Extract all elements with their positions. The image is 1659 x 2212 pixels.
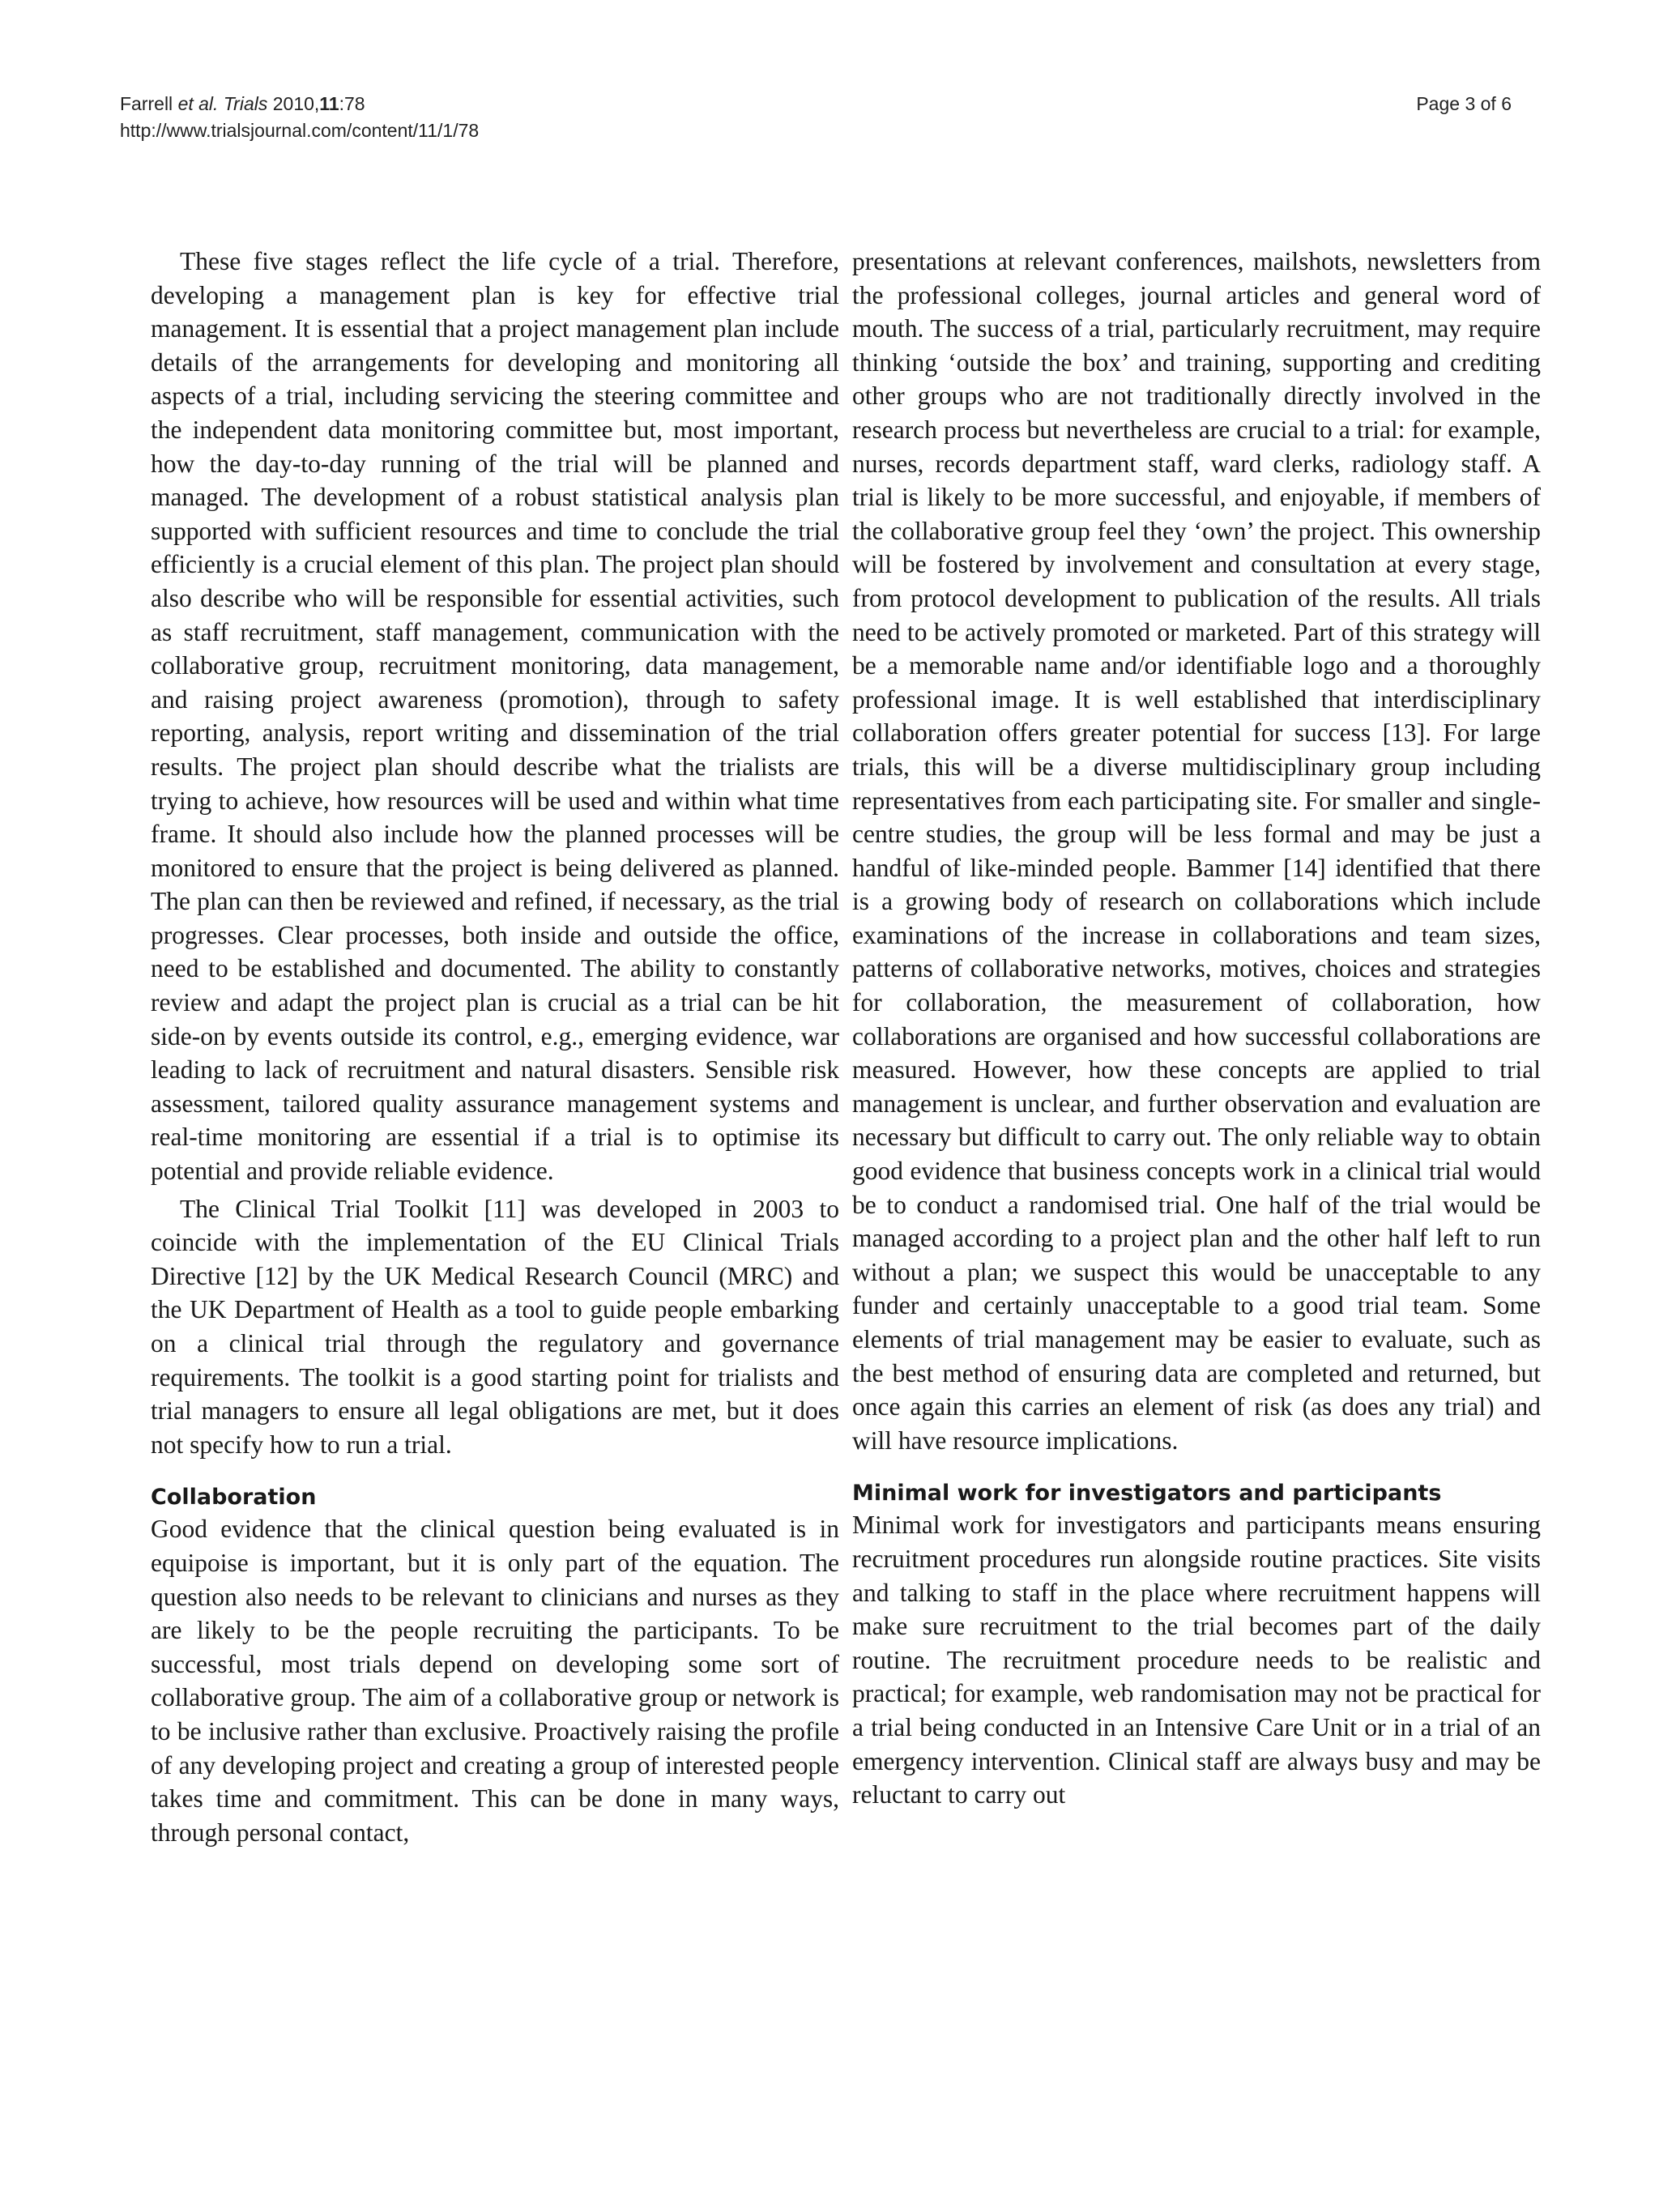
citation-journal: Trials	[223, 93, 268, 114]
paragraph-minimal-work: Minimal work for investigators and participants means ensuring recruitment procedures run alongside routine practices. Site visits and talking to staff in the place where recruitment happens will make sure recruitment to the trial becomes part of the daily routine. The recruitment procedure needs to be realistic and practical; for example, web randomisation may not be practical for a trial being conducted in an Intensive Care Unit or in a trial of an emergency intervention. Clinical staff are always busy and may be reluctant to carry out	[852, 1511, 1541, 1809]
paragraph-collaboration: Good evidence that the clinical question being evaluated is in equipoise is important, but it is only part of the equation. The question also needs to be relevant to clinicians and nurses as they are likely to be the people recruiting the participants. To be successful, most trials depend on developing some sort of collaborative group. The aim of a collaborative group or network is to be inclusive rather than exclusive. Proactively raising the profile of any developing project and creating a group of interested people takes time and commitment. This can be done in many ways, through personal contact,	[151, 1515, 839, 1847]
citation-author: Farrell	[120, 93, 173, 114]
right-column	[852, 245, 1541, 1812]
paragraph-management-plan: These five stages reflect the life cycle of a trial. Therefore, developing a management plan is key for effective trial management. It is essential that a project management plan include details of the arrangements for developing and monitoring all aspects of a trial, including servicing the steering committee and the independent data monitoring committee but, most important, how the day-to-day running of the trial will be planned and managed. The development of a robust statistical analysis plan supported with sufficient resources and time to conclude the trial efficiently is a crucial element of this plan. The project plan should also describe who will be responsible for essential activities, such as staff recruitment, staff management, communication with the collaborative group, recruitment monitoring, data management, and raising project awareness (promotion), through to safety reporting, analysis, report writing and dissemination of the trial results. The project plan should describe what the trialists are trying to achieve, how resources will be used and within what time frame. It should also include how the planned processes will be monitored to ensure that the project is being delivered as planned. The plan can then be reviewed and refined, if necessary, as the trial progresses. Clear processes, both inside and outside the office, need to be established and documented. The ability to constantly review and adapt the project plan is crucial as a trial can be hit side-on by events outside its control, e.g., emerging evidence, war leading to lack of recruitment and natural disasters. Sensible risk assessment, tailored quality assurance management systems and real-time monitoring are essential if a trial is to optimise its potential and provide reliable evidence.	[151, 247, 839, 1186]
citation	[120, 91, 1512, 117]
page-number: Page 3 of 6	[1416, 93, 1512, 114]
page-header	[120, 91, 1512, 144]
citation-year: 2010,	[272, 93, 320, 114]
article-url[interactable]: http://www.trialsjournal.com/content/11/1/78	[120, 120, 480, 141]
citation-article: :78	[339, 93, 365, 114]
section-heading-collaboration: Collaboration	[151, 1485, 317, 1511]
left-column	[151, 245, 839, 1849]
paragraph-clinical-trial-toolkit: The Clinical Trial Toolkit [11] was developed in 2003 to coincide with the implementation of the EU Clinical Trials Directive [12] by the UK Medical Research Council (MRC) and the UK Department of Health as a tool to guide people embarking on a clinical trial through the regulatory and governance requirements. The toolkit is a good starting point for trialists and trial managers to ensure all legal obligations are met, but it does not specify how to run a trial.	[151, 1194, 839, 1459]
citation-etal: et al.	[177, 93, 219, 114]
paragraph-collaboration-continued: presentations at relevant conferences, mailshots, newsletters from the professional colleges, journal articles and general word of mouth. The success of a trial, particularly recruitment, may require thinking ‘outside the box’ and training, supporting and crediting other groups who are not traditionally directly involved in the research process but nevertheless are crucial to a trial: for example, nurses, records department staff, ward clerks, radiology staff. A trial is likely to be more successful, and enjoyable, if members of the collaborative group feel they ‘own’ the project. This ownership will be fostered by involvement and consultation at every stage, from protocol development to publication of the results. All trials need to be actively promoted or marketed. Part of this strategy will be a memorable name and/or identifiable logo and a thoroughly professional image. It is well established that interdisciplinary collaboration offers greater potential for success [13]. For large trials, this will be a diverse multidisciplinary group including representatives from each participating site. For smaller and single-centre studies, the group will be less formal and may be just a handful of like-minded people. Bammer [14] identified that there is a growing body of research on collaborations which include examinations of the increase in collaborations and team sizes, patterns of collaborative networks, motives, choices and strategies for collaboration, the measurement of collaboration, how collaborations are organised and how successful collaborations are measured. However, how these concepts are applied to trial management is unclear, and further observation and evaluation are necessary but difficult to carry out. The only reliable way to obtain good evidence that business concepts work in a clinical trial would be to conduct a randomised trial. One half of the trial would be managed according to a project plan and the other half left to run without a plan; we suspect this would be unacceptable to any funder and certainly unacceptable to a good trial team. Some elements of trial management may be easier to evaluate, such as the best method of ensuring data are completed and returned, but once again this carries an element of risk (as does any trial) and will have resource implications.	[852, 247, 1541, 1455]
citation-volume: 11	[319, 93, 339, 114]
section-heading-minimal-work: Minimal work for investigators and participants	[852, 1481, 1442, 1507]
